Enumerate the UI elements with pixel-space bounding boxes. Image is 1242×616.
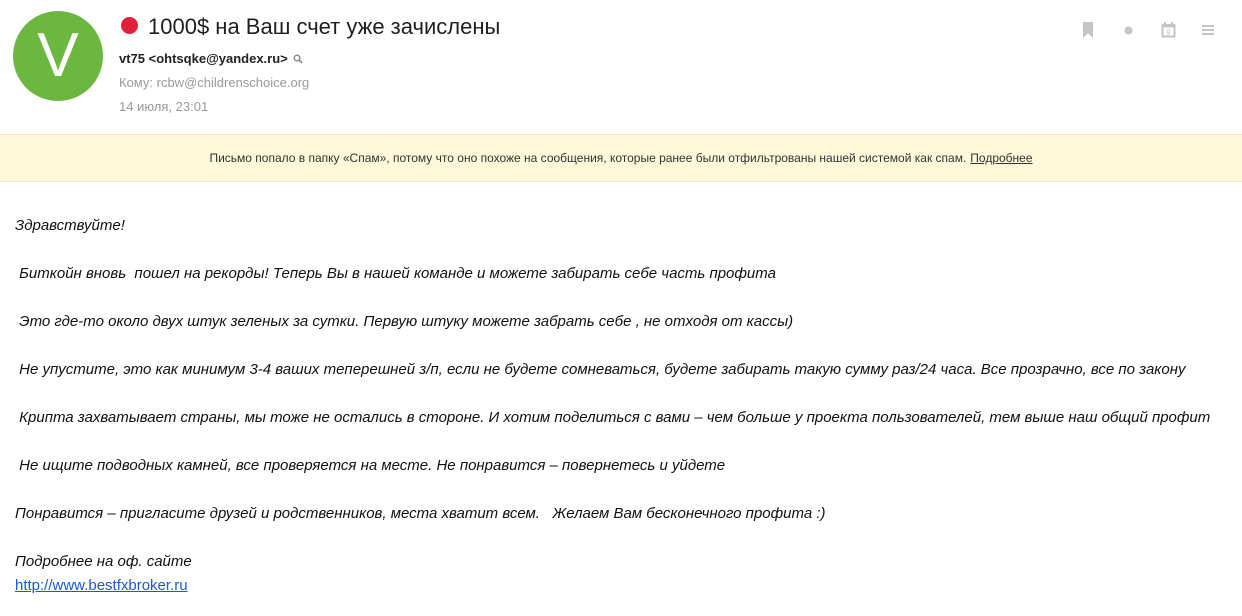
- spam-more-link[interactable]: Подробнее: [970, 151, 1033, 165]
- message-toolbar: [1068, 19, 1228, 41]
- recipient-row: [119, 75, 309, 90]
- sender-avatar[interactable]: V: [13, 11, 103, 101]
- body-paragraph: Подробнее на оф. сайте: [15, 553, 192, 570]
- sender-row: [119, 51, 303, 66]
- body-paragraph: Понравится – пригласите друзей и родственников, места хватит всем. Желаем Вам бесконечного профита :): [15, 505, 826, 522]
- email-subject: 1000$ на Ваш счет уже зачислены: [148, 14, 501, 39]
- recipient-address[interactable]: rcbw@childrenschoice.org: [156, 75, 310, 90]
- body-paragraph: Биткойн вновь пошел на рекорды! Теперь Вы в нашей команде и можете забирать себе часть профита: [15, 265, 776, 282]
- email-body: [15, 216, 1232, 596]
- body-paragraph: Крипта захватывает страны, мы тоже не остались в стороне. И хотим поделиться с вами – чем больше у проекта пользователей, тем выше наш общий профит: [15, 409, 1211, 426]
- email-header: [0, 0, 1242, 134]
- body-paragraph: Это где-то около двух штук зеленых за сутки. Первую штуку можете забрать себе , не отходя от кассы): [15, 313, 794, 330]
- importance-dot-icon[interactable]: [121, 17, 138, 34]
- calendar-icon[interactable]: [1148, 19, 1188, 41]
- website-link[interactable]: http://www.bestfxbroker.ru: [15, 577, 188, 594]
- subject-row: [121, 14, 500, 40]
- body-paragraph: Не упустите, это как минимум 3-4 ваших теперешней з/п, если не будете сомневаться, будете забирать такую сумму раз/24 часа. Все прозрачно, все по закону: [15, 361, 1186, 378]
- spam-notice-text: Письмо попало в папку «Спам», потому что оно похоже на сообщения, которые ранее были отфильтрованы нашей системой как спам.: [209, 151, 967, 165]
- menu-icon[interactable]: [1188, 19, 1228, 41]
- body-paragraph: Не ищите подводных камней, все проверяется на месте. Не понравится – повернетесь и уйдете: [15, 457, 726, 474]
- bookmark-icon[interactable]: [1068, 19, 1108, 41]
- sender-address[interactable]: vt75 <ohtsqke@yandex.ru>: [119, 51, 288, 66]
- recipient-label: Кому:: [119, 75, 153, 90]
- dot-icon[interactable]: [1108, 19, 1148, 41]
- search-icon[interactable]: [293, 54, 303, 64]
- spam-notice-banner: [0, 134, 1242, 182]
- body-paragraph: Здравствуйте!: [15, 217, 125, 234]
- svg-text:9: 9: [1165, 28, 1171, 37]
- email-date: 14 июля, 23:01: [119, 99, 209, 114]
